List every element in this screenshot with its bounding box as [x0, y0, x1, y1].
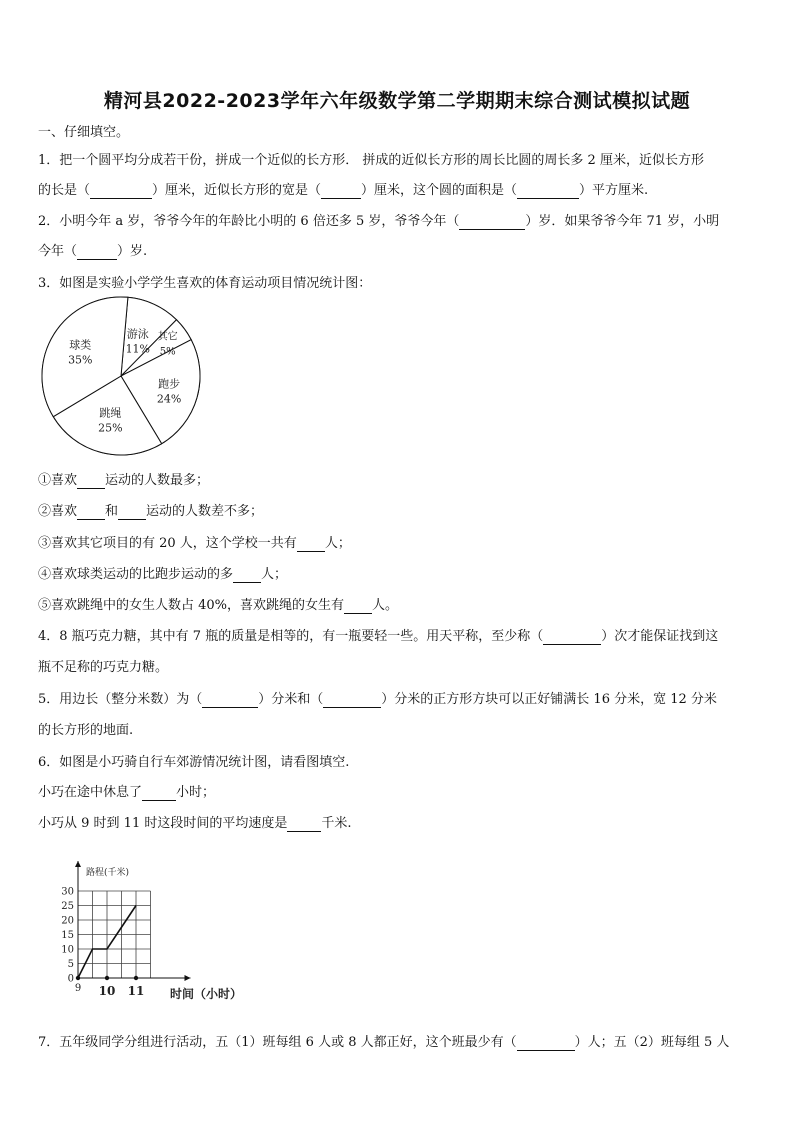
q3-item3: [38, 532, 351, 552]
q4-line2: 瓶不足称的巧克力糖。: [38, 660, 169, 675]
pie-percent-label-3: 25%: [98, 421, 123, 435]
pie-category-label-2: 跑步: [158, 377, 181, 391]
q1-text-a: 的长是（: [38, 183, 91, 198]
q3-item1-text-b: 运动的人数最多；: [105, 473, 210, 488]
q2-line2: [38, 240, 147, 260]
q3-intro: 3．如图是实验小学学生喜欢的体育运动项目情况统计图：: [38, 276, 372, 291]
pie-category-label-1: 其它: [157, 331, 178, 343]
q1-line2: [38, 179, 648, 199]
q3-item1-blank[interactable]: [77, 473, 105, 489]
q2-line1: [38, 210, 719, 230]
q7-text-b: ）人；五（2）班每组 5 人: [574, 1035, 730, 1050]
cycling-distance-line-chart: [38, 848, 268, 1008]
q6-line1: 6．如图是小巧骑自行车郊游情况统计图，请看图填空.: [38, 755, 350, 770]
y-tick-label: 25: [61, 901, 74, 912]
q3-item2-blank2[interactable]: [118, 504, 146, 520]
q3-item2-text-mid: 和: [105, 504, 119, 519]
q2-blank-xiaoming-age[interactable]: [77, 244, 117, 260]
q3-item2-text-a: ②喜欢: [38, 504, 78, 519]
y-tick-label: 20: [61, 915, 74, 927]
y-tick-label: 0: [67, 973, 74, 985]
q3-item1-text-a: ①喜欢: [38, 473, 78, 488]
q3-item5-text-b: 人。: [372, 598, 399, 613]
pie-category-label-4: 球类: [69, 338, 92, 352]
q6-text-b: 小时；: [176, 785, 216, 800]
q1-blank-width[interactable]: [321, 183, 361, 199]
q2-blank-grandpa-age[interactable]: [459, 214, 525, 230]
q3-item4-text-b: 人；: [261, 567, 288, 582]
q3-item3-text-b: 人；: [324, 536, 351, 551]
q1-text-b: ）厘米，近似长方形的宽是（: [152, 183, 322, 198]
x-tick-dot: [105, 976, 109, 980]
q2-text-b: ）岁．如果爷爷今年 71 岁，小明: [525, 214, 720, 229]
x-tick-label: 9: [74, 983, 82, 994]
q2-text-a: 2．小明今年 a 岁，爷爷今年的年龄比小明的 6 倍还多 5 岁，爷爷今年（: [38, 214, 460, 229]
x-tick-label: 10: [98, 984, 116, 998]
q1-blank-area[interactable]: [517, 183, 579, 199]
sports-pie-chart: [30, 296, 220, 466]
q4-text-a: 4．8 瓶巧克力糖，其中有 7 瓶的质量是相等的，有一瓶要轻一些。用天平称，至少称（: [38, 629, 544, 644]
q1-blank-length[interactable]: [90, 183, 152, 199]
x-tick-label: 11: [127, 984, 145, 998]
pie-percent-label-4: 35%: [68, 353, 93, 367]
q3-item5-blank[interactable]: [344, 598, 372, 614]
q7-text-a: 7．五年级同学分组进行活动，五（1）班每组 6 人或 8 人都正好，这个班最少有（: [38, 1035, 517, 1050]
q3-item2: [38, 500, 263, 520]
q1-text-d: ）平方厘米.: [579, 183, 649, 198]
q3-item2-text-b: 运动的人数差不多；: [146, 504, 264, 519]
y-axis-label: 路程(千米): [86, 868, 130, 878]
q1-line1: 1．把一个圆平均分成若干份，拼成一个近似的长方形． 拼成的近似长方形的周长比圆的周长多 2 厘米，近似长方形: [38, 153, 704, 168]
q3-item3-text-a: ③喜欢其它项目的有 20 人，这个学校一共有: [38, 536, 297, 551]
q4-blank[interactable]: [543, 629, 601, 645]
q7-line1: [38, 1031, 729, 1051]
y-tick-label: 15: [61, 930, 74, 941]
x-axis-arrow: [185, 975, 191, 981]
q4-text-b: ）次才能保证找到这: [601, 629, 719, 644]
q6-line2: [38, 781, 215, 801]
q5-text-c: ）分米的正方形方块可以正好铺满长 16 分米，宽 12 分米: [381, 692, 717, 707]
q6-blank-rest[interactable]: [142, 785, 176, 801]
q6-text-a: 小巧在途中休息了: [38, 785, 143, 800]
q5-blank1[interactable]: [202, 692, 258, 708]
y-tick-label: 30: [61, 886, 74, 898]
pie-category-label-0: 游泳: [126, 327, 149, 341]
q3-item2-blank1[interactable]: [77, 504, 105, 520]
x-tick-dot: [134, 976, 138, 980]
q2-text-d: ）岁.: [117, 244, 148, 259]
q5-line1: [38, 688, 717, 708]
q3-item5-text-a: ⑤喜欢跳绳中的女生人数占 40%，喜欢跳绳的女生有: [38, 598, 345, 613]
q3-item4: [38, 563, 287, 583]
q3-item4-text-a: ④喜欢球类运动的比跑步运动的多: [38, 567, 234, 582]
q5-text-a: 5．用边长（整分米数）为（: [38, 692, 203, 707]
q3-item3-blank[interactable]: [297, 536, 325, 552]
q3-item1: [38, 469, 209, 489]
q3-item5: [38, 594, 398, 614]
q3-item4-blank[interactable]: [233, 567, 261, 583]
q6-blank-speed[interactable]: [287, 816, 321, 832]
q5-line2: 的长方形的地面.: [38, 723, 134, 738]
pie-percent-label-1: 5%: [159, 346, 176, 358]
q4-line1: [38, 625, 718, 645]
q1-text-c: ）厘米，这个圆的面积是（: [361, 183, 518, 198]
y-axis-arrow: [75, 861, 81, 867]
q6-text-c: 小巧从 9 时到 11 时这段时间的平均速度是: [38, 816, 288, 831]
q5-text-b: ）分米和（: [258, 692, 324, 707]
page-title: 精河县2022-2023学年六年级数学第二学期期末综合测试模拟试题: [103, 90, 691, 112]
q6-line3: [38, 812, 351, 832]
x-axis-label: 时间（小时）: [170, 987, 243, 1001]
section-heading: 一、仔细填空。: [38, 125, 130, 140]
pie-percent-label-2: 24%: [156, 392, 182, 406]
pie-category-label-3: 跳绳: [99, 406, 122, 420]
q2-text-c: 今年（: [38, 244, 78, 259]
pie-percent-label-0: 11%: [125, 342, 151, 356]
y-tick-label: 10: [61, 944, 74, 956]
y-tick-label: 5: [67, 959, 74, 970]
q7-blank[interactable]: [517, 1035, 575, 1051]
q5-blank2[interactable]: [323, 692, 381, 708]
q6-text-d: 千米.: [321, 816, 352, 831]
